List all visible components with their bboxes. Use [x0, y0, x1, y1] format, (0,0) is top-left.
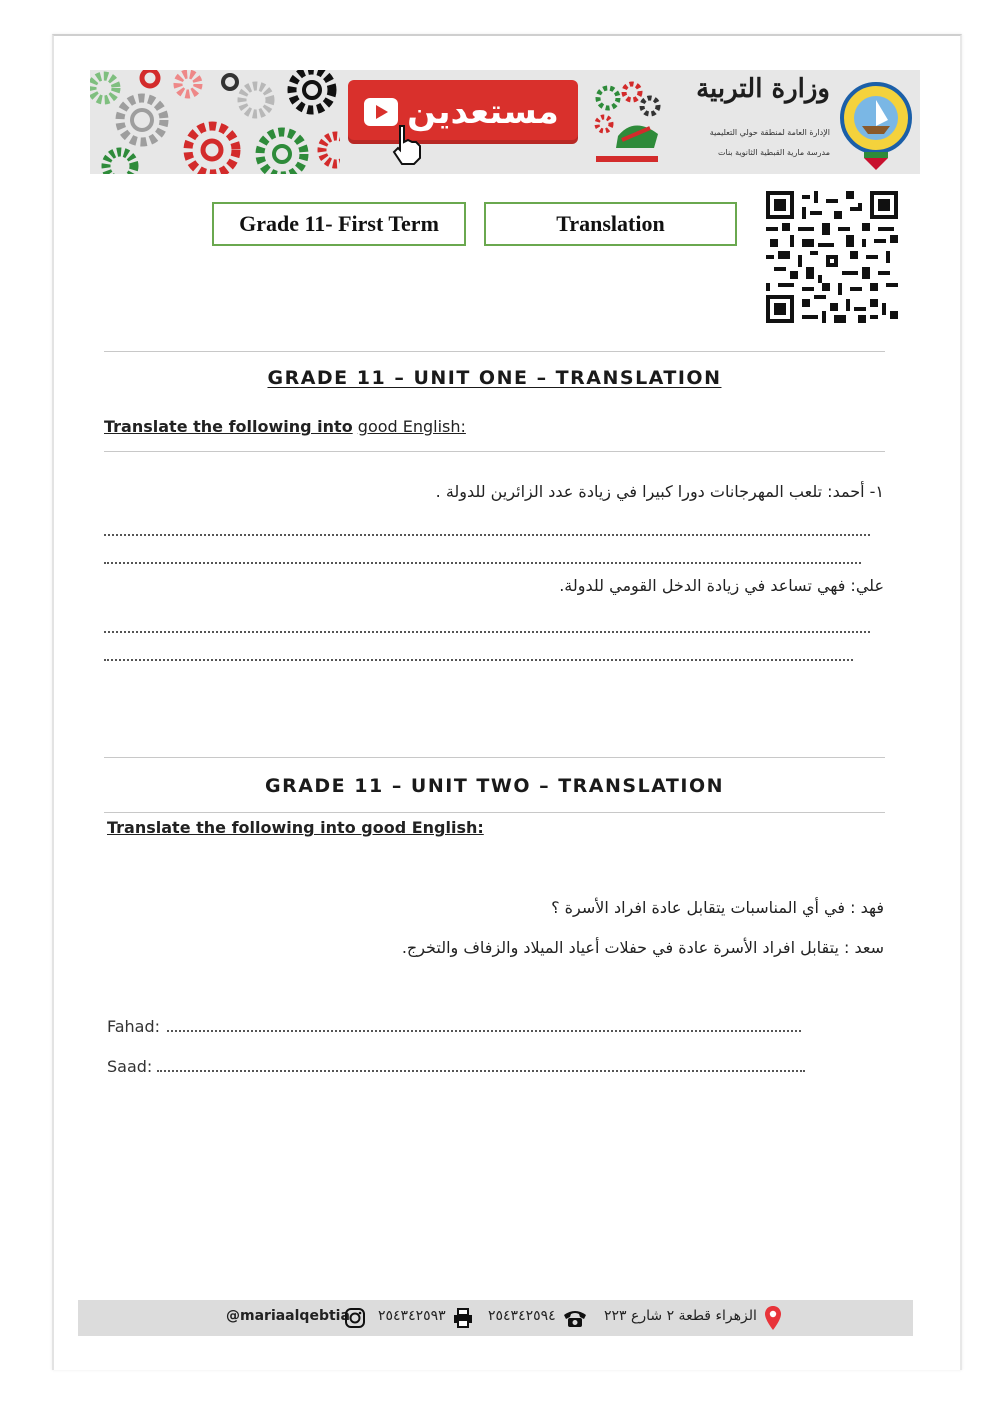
- divider: [104, 757, 885, 758]
- unit-one-sentence-2: علي: فهي تساعد في زيادة الدخل القومي للدولة.: [559, 576, 884, 595]
- ministry-subtitle: الإدارة العامة لمنطقة حولي التعليمية: [709, 128, 830, 137]
- divider: [104, 351, 885, 352]
- channel-badge[interactable]: [348, 80, 578, 144]
- printer-icon: [452, 1307, 474, 1329]
- qr-code-icon[interactable]: [766, 191, 898, 323]
- unit-one-title: GRADE 11 – UNIT ONE – TRANSLATION: [267, 367, 722, 389]
- gears-icon: [90, 70, 340, 174]
- unit-two-sentence-2: سعد : يتقابل افراد الأسرة عادة في حفلات أعياد الميلاد والزفاف والتخرج.: [401, 938, 884, 957]
- answer-line[interactable]: [104, 631, 870, 633]
- unit-two-instruction: Translate the following into good English:: [107, 818, 484, 837]
- grade-term-label: Grade 11- First Term: [212, 202, 466, 246]
- saad-answer-line[interactable]: [157, 1070, 805, 1072]
- unit-one-sentence-1: ١- أحمد: تلعب المهرجانات دورا كبيرا في زيادة عدد الزائرين للدولة .: [435, 482, 884, 501]
- phone-number: ٢٥٤٣٤٢٥٩٤: [488, 1308, 556, 1324]
- divider: [104, 451, 885, 452]
- school-logo-icon: [588, 76, 666, 168]
- unit-two-sentence-1: فهد : في أي المناسبات يتقابل عادة افراد الأسرة ؟: [551, 898, 884, 917]
- fahad-answer-row: [107, 1017, 160, 1036]
- unit-one-instruction: Translate the following into good English:: [104, 417, 466, 436]
- answer-line[interactable]: [104, 562, 861, 564]
- fahad-label: Fahad:: [107, 1017, 161, 1036]
- saad-label: Saad:: [107, 1057, 153, 1076]
- subject-label: Translation: [484, 202, 737, 246]
- ministry-title: وزارة التربية: [696, 74, 830, 104]
- answer-line[interactable]: [104, 659, 853, 661]
- address: الزهراء قطعة ٢ شارع ٢٢٣: [604, 1308, 757, 1324]
- divider: [104, 812, 885, 813]
- saad-answer-row: [107, 1057, 152, 1076]
- hand-cursor-icon: [390, 122, 424, 166]
- school-name: مدرسة مارية القبطية الثانوية بنات: [718, 148, 830, 157]
- fax-number: ٢٥٤٣٤٢٥٩٣: [378, 1308, 446, 1324]
- header-banner: [90, 70, 920, 174]
- unit-two-title: GRADE 11 – UNIT TWO – TRANSLATION: [264, 775, 725, 797]
- location-pin-icon: [764, 1305, 782, 1331]
- instagram-icon: [344, 1307, 366, 1329]
- answer-line[interactable]: [104, 534, 870, 536]
- phone-icon: [562, 1307, 588, 1329]
- fahad-answer-line[interactable]: [167, 1030, 801, 1032]
- channel-name: مستعدين: [407, 92, 559, 132]
- kuwait-emblem-icon: [834, 76, 918, 172]
- instagram-handle[interactable]: @mariaalqebtia: [226, 1308, 350, 1324]
- footer-contact-bar: [78, 1300, 913, 1336]
